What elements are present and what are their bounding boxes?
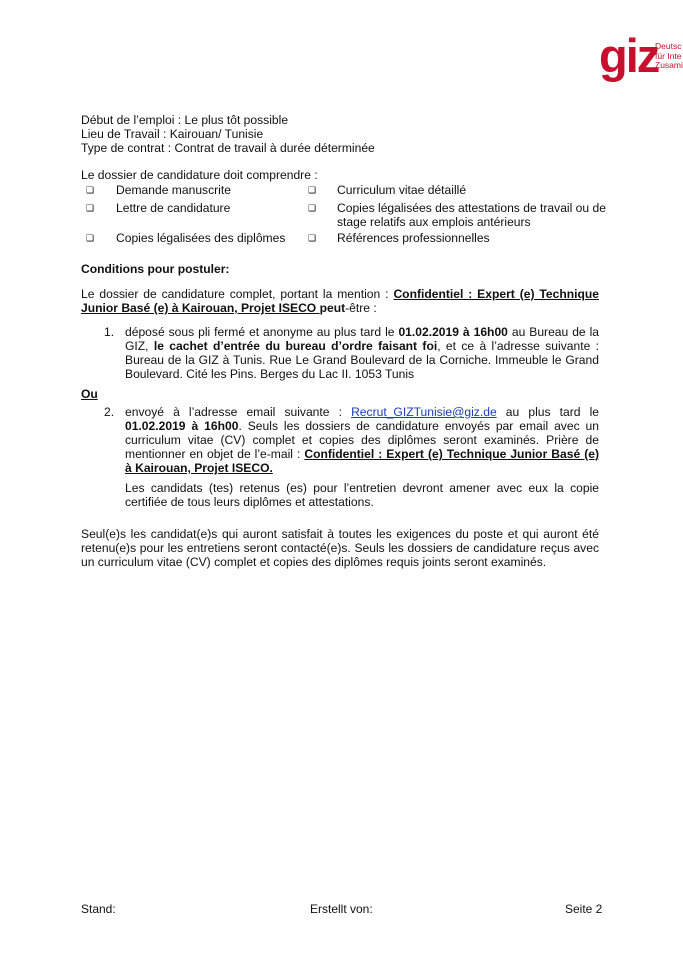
dossier-item: Curriculum vitae détaillé — [337, 183, 467, 197]
footer-stand: Stand: — [81, 902, 116, 916]
dossier-item: Copies légalisées des diplômes — [116, 231, 286, 245]
checkbox-icon: ❑ — [86, 203, 95, 213]
checkbox-icon: ❑ — [308, 185, 317, 195]
job-meta — [81, 113, 375, 155]
checkbox-icon: ❑ — [86, 185, 95, 195]
dossier-item: Lettre de candidature — [116, 201, 231, 215]
logo-line-1: Deutsc — [655, 41, 682, 51]
address-text: , et ce à l’adresse suivante : Bureau de la GIZ à Tunis. Rue Le Grand Boulevard de la Corniche. Immeuble le Grand Boulevard. Cité les Pins. Berges du Lac II. 1053 Tunis — [125, 339, 599, 381]
email-subject: Confidentiel : Expert (e) Technique Junior Basé (e) à Kairouan, Projet ISECO. — [125, 447, 599, 475]
checkbox-icon: ❑ — [308, 233, 317, 243]
dossier-item: Références professionnelles — [337, 231, 490, 245]
intro-bold: peut — [319, 301, 346, 315]
deadline: 01.02.2019 à 16h00 — [398, 325, 508, 339]
intro-tail: -être : — [345, 301, 377, 315]
submission-option-mail — [125, 325, 599, 381]
option-text: envoyé à l’adresse email suivante : — [125, 405, 352, 419]
submission-option-email — [125, 405, 599, 475]
list-number: 2. — [104, 405, 115, 419]
mention-text: Confidentiel : Expert (e) Technique Junior Basé (e) à Kairouan, Projet ISECO — [81, 287, 599, 315]
giz-logo: giz — [599, 29, 659, 82]
list-number: 1. — [104, 325, 115, 339]
interview-note: Les candidats (tes) retenus (es) pour l’entretien devront amener avec eux la copie certifiée de tous leurs diplômes et attestations. — [125, 481, 599, 509]
stamp-note: le cachet d’entrée du bureau d’ordre faisant foi — [153, 339, 438, 353]
checkbox-icon: ❑ — [308, 203, 317, 213]
logo-line-2: für Inte — [655, 50, 682, 61]
intro-text: Le dossier de candidature complet, portant la mention : — [81, 287, 394, 301]
footer-author: Erstellt von: — [310, 902, 373, 916]
logo-text — [655, 42, 683, 71]
dossier-item: Demande manuscrite — [116, 183, 231, 197]
option-text: . Seuls les dossiers de candidature envoyés par email avec un curriculum vitae (CV) complet et copies des diplômes seront examinés. Prière de mentionner en objet de l’e-mail : — [125, 419, 600, 461]
work-location: Lieu de Travail : Kairouan/ Tunisie — [81, 127, 264, 141]
logo-line-3: Zusami — [655, 60, 683, 70]
option-text: au Bureau de la GIZ, — [125, 325, 600, 353]
checkbox-icon: ❑ — [86, 233, 95, 243]
closing-paragraph: Seul(e)s les candidat(e)s qui auront satisfait à toutes les exigences du poste et qui auront été retenu(e)s pour les entretiens seront contacté(e)s. Seuls les dossiers de candidature reçus avec un curriculum vitae (CV) complet et copies des diplômes requis joints seront examinés. — [81, 527, 599, 569]
start-date: Début de l’emploi : Le plus tôt possible — [81, 113, 289, 127]
footer-page-number: Seite 2 — [565, 902, 603, 916]
dossier-item: Copies légalisées des attestations de travail ou de stage relatifs aux emplois antérieurs — [337, 201, 606, 229]
option-text: déposé sous pli fermé et anonyme au plus tard le — [125, 325, 399, 339]
conditions-heading: Conditions pour postuler: — [81, 262, 230, 276]
conditions-intro — [81, 287, 599, 315]
email-link[interactable]: Recrut_GIZTunisie@giz.de — [351, 405, 497, 419]
or-separator: Ou — [81, 387, 98, 401]
contract-type: Type de contrat : Contrat de travail à durée déterminée — [81, 141, 375, 155]
dossier-intro: Le dossier de candidature doit comprendre : — [81, 168, 318, 182]
option-text: au plus tard le — [496, 405, 599, 419]
deadline: 01.02.2019 à 16h00 — [125, 419, 239, 433]
